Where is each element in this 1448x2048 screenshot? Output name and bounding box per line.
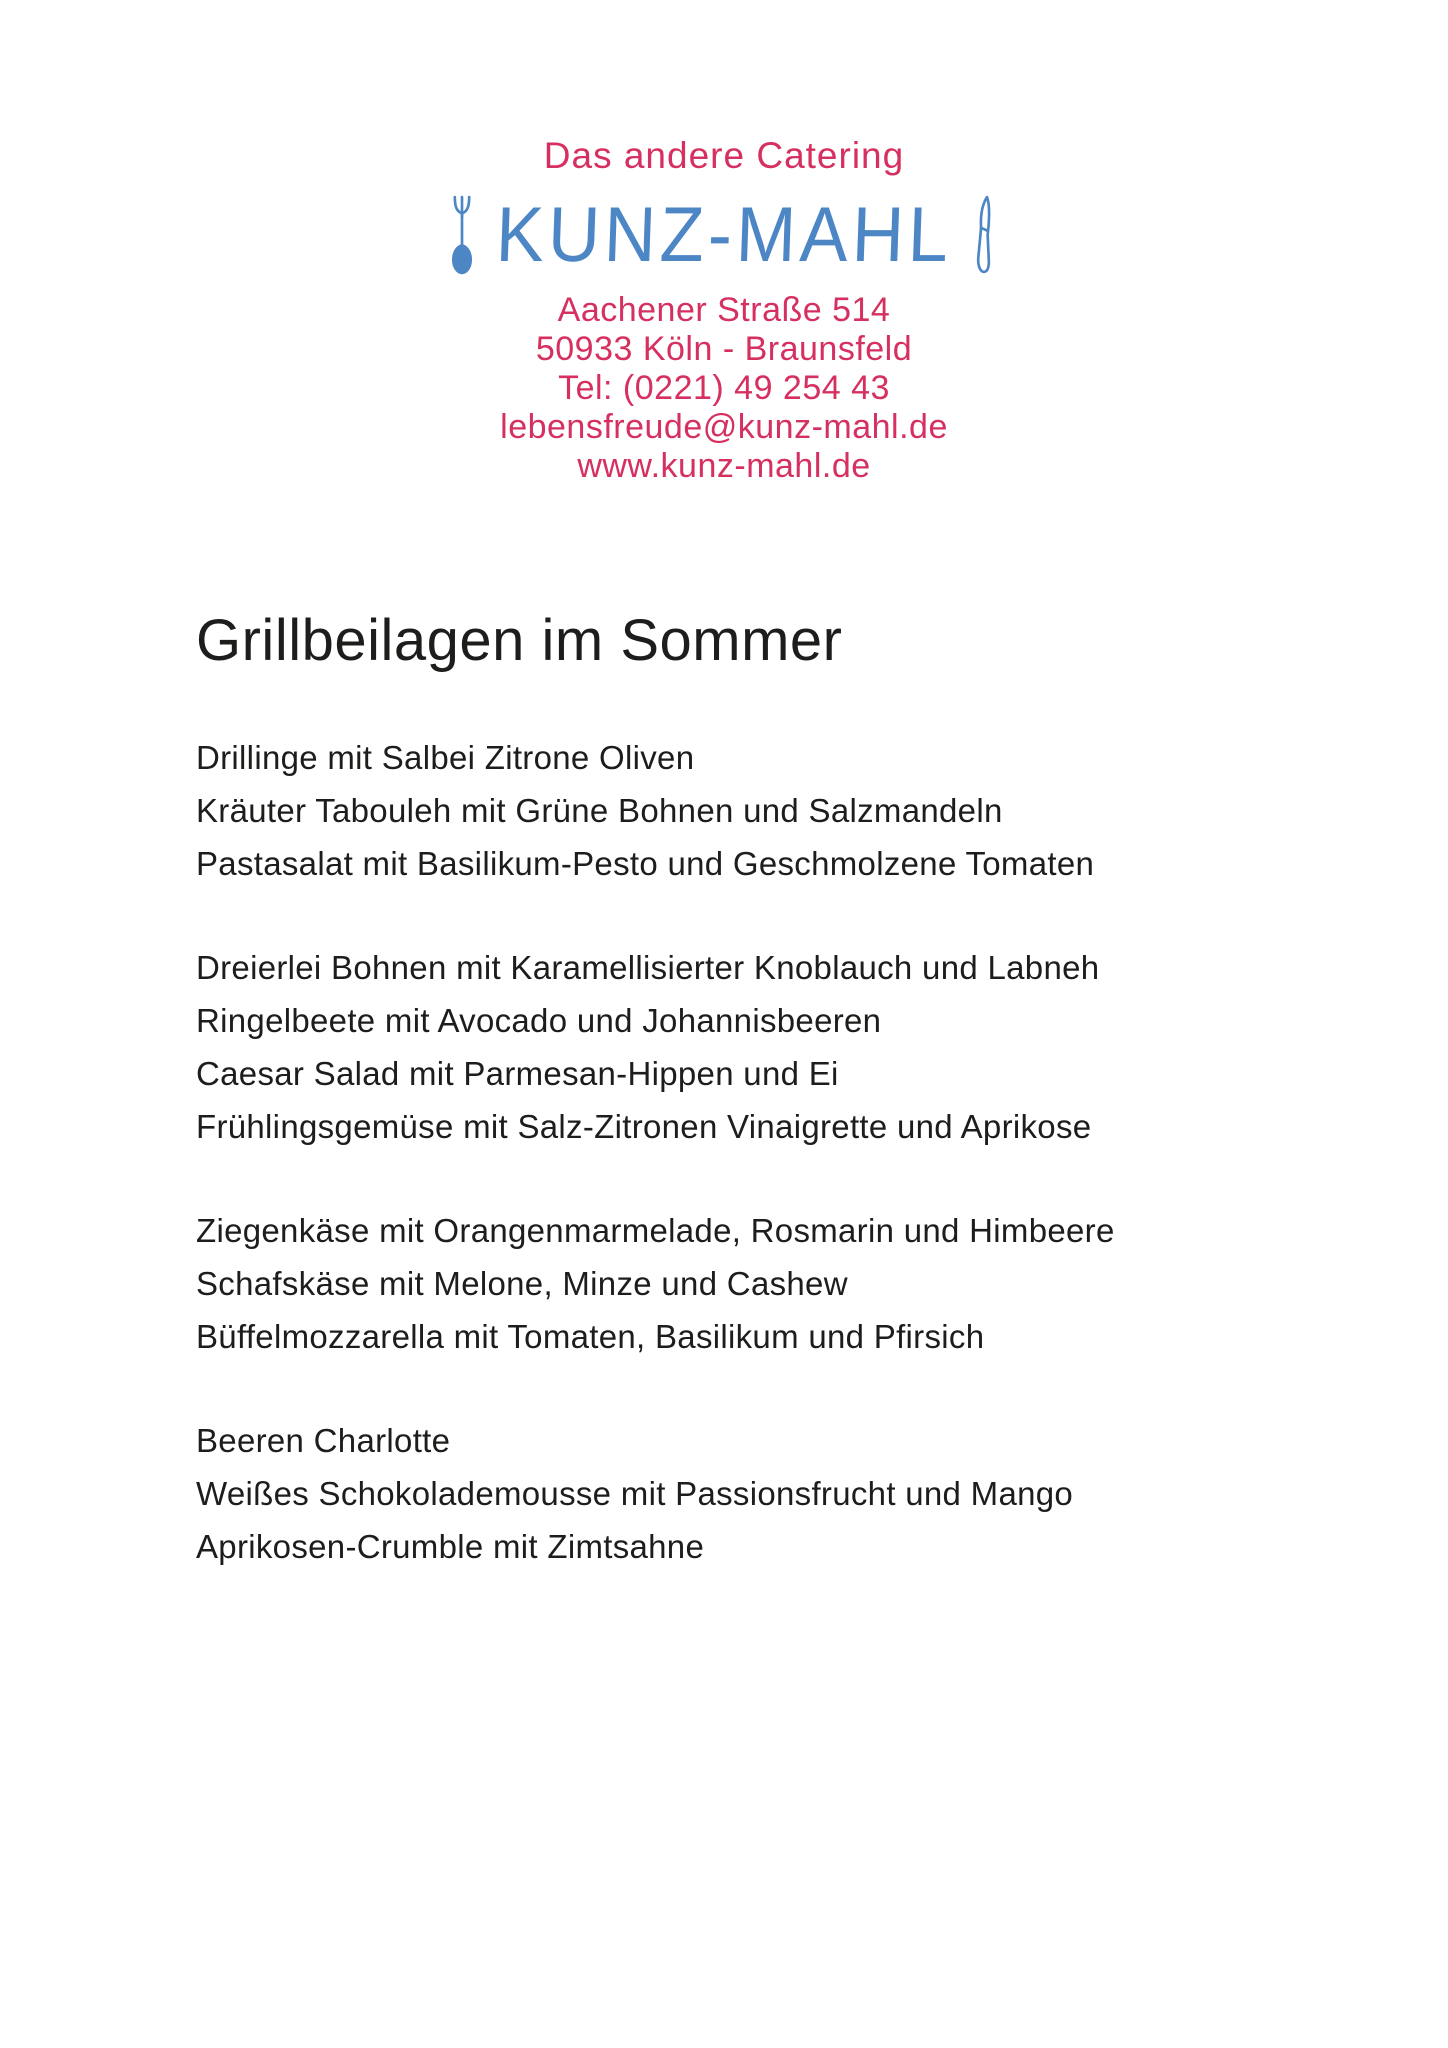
menu-group — [196, 731, 1338, 890]
page-title: Grillbeilagen im Sommer — [196, 608, 843, 673]
menu-item: Büffelmozzarella mit Tomaten, Basilikum und Pfirsich — [196, 1317, 985, 1355]
menu-item: Pastasalat mit Basilikum-Pesto und Geschmolzene Tomaten — [196, 844, 1095, 882]
contact-street: Aachener Straße 514 — [557, 290, 891, 329]
menu-group — [196, 1204, 1338, 1363]
contact-block — [0, 291, 1448, 486]
menu-item: Beeren Charlotte — [196, 1421, 451, 1459]
contact-website: www.kunz-mahl.de — [577, 446, 871, 485]
knife-icon — [972, 194, 1000, 276]
contact-city: 50933 Köln - Braunsfeld — [535, 329, 913, 368]
menu-group — [196, 941, 1338, 1153]
menu-item: Caesar Salad mit Parmesan-Hippen und Ei — [196, 1054, 839, 1092]
contact-email: lebensfreude@kunz-mahl.de — [500, 407, 948, 446]
fork-spoon-icon — [448, 194, 476, 276]
menu-item: Frühlingsgemüse mit Salz-Zitronen Vinaigrette und Aprikose — [196, 1107, 1092, 1145]
menu-item: Dreierlei Bohnen mit Karamellisierter Knoblauch und Labneh — [196, 948, 1100, 986]
logo — [0, 187, 1448, 283]
menu-item: Kräuter Tabouleh mit Grüne Bohnen und Salzmandeln — [196, 791, 1003, 829]
brand-tagline: Das andere Catering — [543, 135, 905, 176]
contact-phone: Tel: (0221) 49 254 43 — [558, 368, 890, 407]
brand-header — [0, 136, 1448, 486]
menu-groups — [196, 731, 1338, 1573]
menu-item: Weißes Schokolademousse mit Passionsfrucht und Mango — [196, 1474, 1074, 1512]
menu-item: Ziegenkäse mit Orangenmarmelade, Rosmarin und Himbeere — [196, 1211, 1115, 1249]
menu-item: Drillinge mit Salbei Zitrone Oliven — [196, 738, 695, 776]
logo-wordmark: KUNZ-MAHL — [494, 191, 954, 278]
menu-item: Schafskäse mit Melone, Minze und Cashew — [196, 1264, 848, 1302]
menu-item: Aprikosen-Crumble mit Zimtsahne — [196, 1527, 705, 1565]
menu-item: Ringelbeete mit Avocado und Johannisbeeren — [196, 1001, 882, 1039]
menu-group — [196, 1414, 1338, 1573]
menu-section — [196, 608, 1338, 1573]
